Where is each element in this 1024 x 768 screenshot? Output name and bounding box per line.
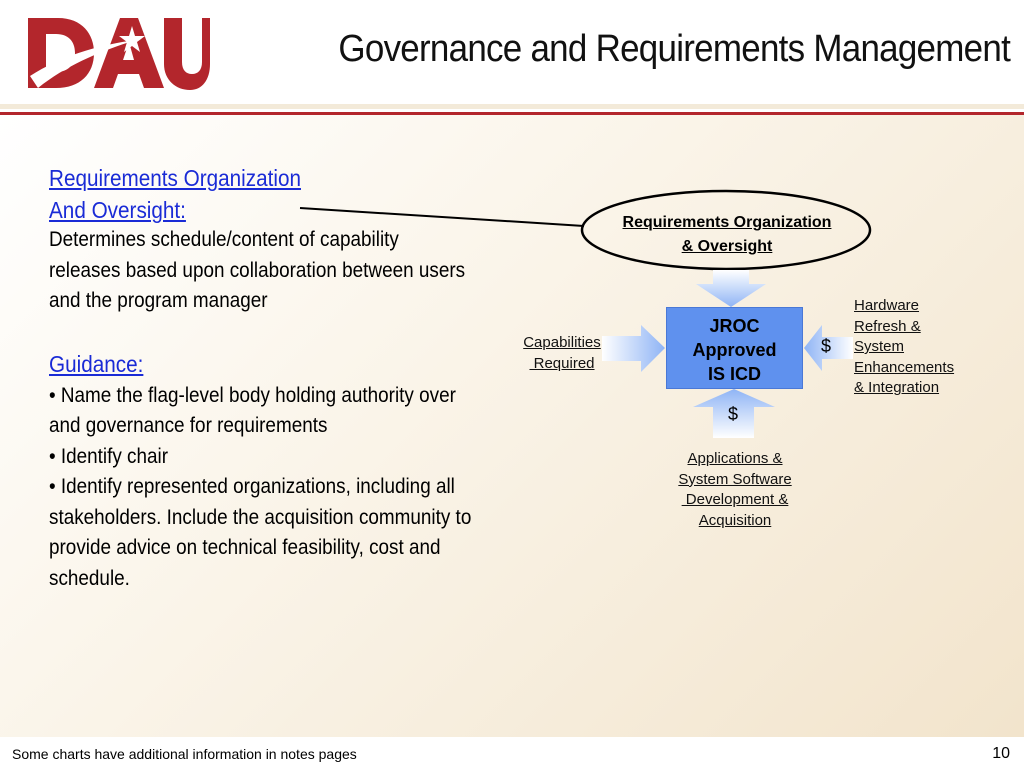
- label-line: Refresh &: [854, 317, 921, 335]
- jroc-line: IS ICD: [707, 364, 761, 384]
- bullet-item: • Name the flag-level body holding authority over and governance for requirements: [49, 383, 456, 437]
- hardware-label: [854, 296, 1004, 399]
- slide-footer: [0, 737, 1024, 768]
- label-line: & Integration: [854, 379, 940, 396]
- label-line: Acquisition: [698, 511, 772, 529]
- ellipse-label-line: Requirements Organization: [622, 214, 832, 231]
- ellipse-label-line: & Oversight: [681, 238, 773, 255]
- label-line: Capabilities: [523, 334, 601, 351]
- label-line: Applications &: [687, 450, 783, 467]
- label-line: Development &: [681, 491, 789, 508]
- label-line: System: [854, 338, 905, 355]
- label-line: Required: [529, 354, 595, 372]
- dollar-right: $: [821, 336, 832, 356]
- jroc-line: Approved: [692, 340, 777, 360]
- jroc-line: JROC: [709, 316, 760, 336]
- bullet-item: • Identify represented organizations, including all stakeholders. Include the acquisition community to provide advice on technical feasibility, cost and schedule.: [49, 475, 472, 590]
- page-number: 10: [992, 745, 1010, 762]
- guidance-heading: Guidance:: [49, 350, 144, 377]
- footer-note: Some charts have additional information in notes pages: [12, 746, 357, 762]
- slide-title: Governance and Requirements Management: [338, 28, 1010, 70]
- label-line: System Software: [678, 470, 792, 488]
- dollar-bottom: $: [728, 404, 739, 424]
- ellipse-label: [592, 211, 862, 259]
- capabilities-label: [512, 333, 612, 374]
- heading-line-1: Requirements Organization: [49, 165, 301, 191]
- description-text: Determines schedule/content of capability releases based upon collaboration between users and the program manager: [49, 228, 466, 312]
- heading-line-2: And Oversight:: [49, 197, 186, 223]
- arrow-down: [696, 270, 766, 307]
- bullet-item: • Identify chair: [49, 444, 169, 468]
- connector-line: [300, 208, 584, 226]
- jroc-box: [666, 307, 803, 389]
- label-line: Enhancements: [854, 358, 955, 376]
- label-line: Hardware: [854, 297, 920, 314]
- applications-label: [655, 449, 815, 531]
